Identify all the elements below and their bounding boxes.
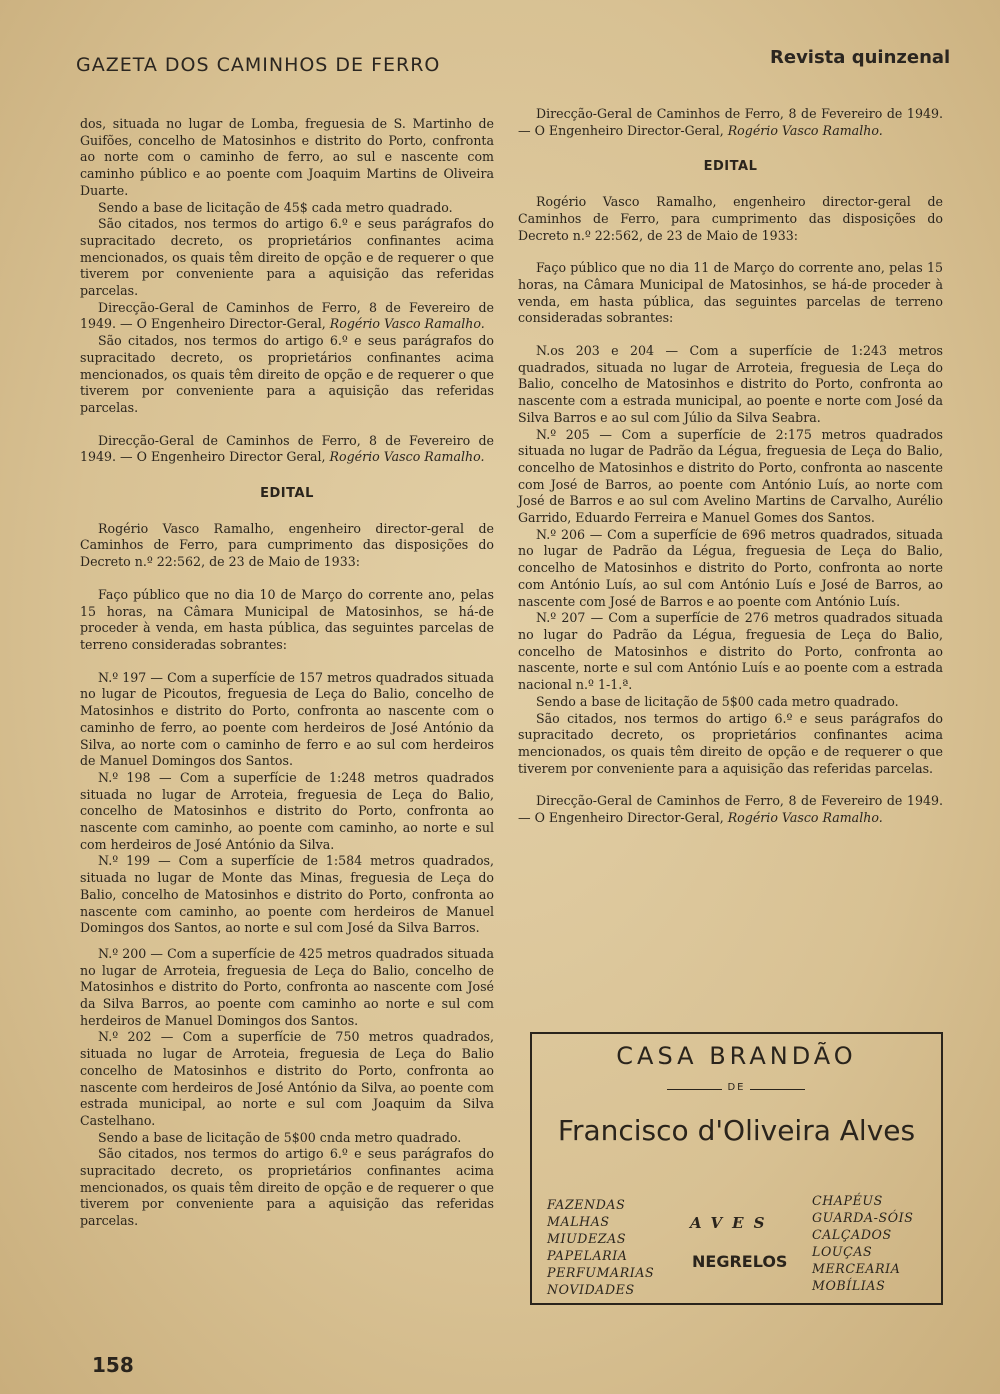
ad-right-item: MERCEARIA (812, 1261, 901, 1276)
journal-title: GAZETA DOS CAMINHOS DE FERRO (76, 54, 441, 76)
signature-name: Rogério Vasco Ramalho. (727, 810, 883, 826)
lot-paragraph: N.º 202 — Com a superfície de 750 metros quadrados, situada no lugar de Arroteia, freguesia de Leça do Balio concelho de Matosinhos e distrito do Porto, confronta ao nascente com herdeiros de José António da Silva, ao poente com estrada municipal, ao norte e sul com Joaquim da Silva Castelhano. (80, 1029, 494, 1128)
ad-right-item: CHAPÉUS (812, 1193, 883, 1208)
ad-rule-right (750, 1089, 805, 1090)
paragraph: Faço público que no dia 11 de Março do corrente ano, pelas 15 horas, na Câmara Municipal de Matosinhos, se há-de proceder à venda, em hasta pública, das seguintes parcelas de terreno consideradas sobrantes: (518, 260, 943, 326)
lot-paragraph: N.º 205 — Com a superfície de 2:175 metros quadrados situada no lugar de Padrão da Légua, freguesia de Leça do Balio, concelho de Matosinhos e distrito do Porto, confronta ao nascente com José de Barros, ao poente com António Luís, ao norte com José de Barros e ao sul com Avelino Martins de Carvalho, Aurélio Garrido, Eduardo Ferreira e Manuel Gomes dos Santos. (518, 426, 943, 526)
ad-negrelos: NEGRELOS (692, 1252, 788, 1271)
signature-paragraph (80, 433, 494, 466)
signature-text: Direcção-Geral de Caminhos de Ferro, 8 de Fevereiro de 1949. — O Engenheiro Director-Geral, (80, 299, 494, 332)
signature-text: Direcção-Geral de Caminhos de Ferro, 8 de Fevereiro de 1949. — O Engenheiro Director-Geral, (518, 106, 943, 138)
ad-left-list (547, 1196, 654, 1298)
lot-paragraph: N.º 207 — Com a superfície de 276 metros quadrados situada no lugar do Padrão da Légua, freguesia de Leça do Balio, concelho de Matosinhos e distrito do Porto, confronta ao nascente, norte e sul com António Luís e ao poente com a estrada nacional n.º 1-1.ª. (518, 610, 943, 693)
signature-text: Direcção-Geral de Caminhos de Ferro, 8 de Fevereiro de 1949. — O Engenheiro Director-Geral, (518, 793, 943, 826)
paragraph: São citados, nos termos do artigo 6.º e seus parágrafos do supracitado decreto, os proprietários confinantes acima mencionados, os quais têm direito de opção e de requerer o que tiverem por conveniente para a aquisição das referidas parcelas. (80, 216, 494, 299)
ad-de: DE (727, 1082, 746, 1093)
ad-left-item: PERFUMARIAS (547, 1265, 655, 1280)
paragraph: Sendo a base de licitação de 5$00 cnda metro quadrado. (98, 1129, 462, 1145)
page-number: 158 (92, 1353, 134, 1377)
paragraph: São citados, nos termos do artigo 6.º e seus parágrafos do supracitado decreto, os proprietários confinantes acima mencionados, os quais têm direito de opção e de requerer o que tiverem por conveniente para a aquisição das referidas parcelas. (518, 710, 943, 776)
ad-left-item: PAPELARIA (547, 1248, 628, 1263)
paragraph: Rogério Vasco Ramalho, engenheiro director-geral de Caminhos de Ferro, para cumprimento das disposições do Decreto n.º 22:562, de 23 de Maio de 1933: (80, 520, 494, 570)
section-heading: EDITAL (703, 159, 758, 175)
ad-left-item: MIUDEZAS (547, 1231, 627, 1246)
signature-paragraph (518, 106, 943, 139)
ad-right-item: CALÇADOS (812, 1227, 892, 1242)
section-heading: EDITAL (260, 486, 314, 502)
signature-paragraph (518, 793, 943, 826)
lot-paragraph: N.º 200 — Com a superfície de 425 metros quadrados situada no lugar de Arroteia, freguesia de Leça do Balio, concelho de Matosinhos e distrito do Porto, confronta ao nascente com José da Silva Barros, ao poente com caminho ao norte e sul com herdeiros de Manuel Domingos dos Santos. (80, 945, 494, 1028)
left-column (80, 116, 494, 1230)
lot-paragraph: N.º 197 — Com a superfície de 157 metros quadrados situada no lugar de Picoutos, freguesia de Leça do Balio, concelho de Matosinhos e distrito do Porto, confronta ao nascente com o caminho de ferro, ao poente com herdeiros de José António da Silva, ao norte com o caminho de ferro e ao sul com herdeiros de Manuel Domingos dos Santos. (80, 669, 494, 769)
signature-name: Rogério Vasco Ramalho. (329, 449, 485, 465)
ad-title: CASA BRANDÃO (616, 1042, 857, 1070)
ad-left-item: NOVIDADES (547, 1282, 635, 1297)
signature-name: Rogério Vasco Ramalho. (727, 122, 883, 138)
lot-paragraph: N.º 198 — Com a superfície de 1:248 metros quadrados situada no lugar de Arroteia, freguesia de Leça do Balio, concelho de Matosinhos e distrito do Porto, confronta ao nascente com caminho, ao poente com caminho, ao norte e sul com herdeiros de José António da Silva. (80, 769, 494, 852)
signature-name: Rogério Vasco Ramalho. (329, 316, 485, 332)
ad-left-item: MALHAS (547, 1214, 610, 1229)
lot-paragraph: N.os 203 e 204 — Com a superfície de 1:243 metros quadrados, situada no lugar de Arroteia, freguesia de Leça do Balio, concelho de Matosinhos e distrito do Porto, confronta ao nascente com a estrada municipal, ao poente e norte com José da Silva Barros e ao sul com Júlio da Silva Seabra. (518, 343, 943, 425)
journal-subtitle: Revista quinzenal (770, 47, 951, 68)
signature-paragraph (80, 300, 494, 333)
paragraph: Rogério Vasco Ramalho, engenheiro director-geral de Caminhos de Ferro, para cumprimento das disposições do Decreto n.º 22:562, de 23 de Maio de 1933: (518, 194, 943, 243)
ad-right-item: LOUÇAS (812, 1244, 873, 1259)
ad-right-item: GUARDA-SÓIS (812, 1210, 914, 1225)
lot-paragraph: N.º 206 — Com a superfície de 696 metros quadrados, situada no lugar de Padrão da Légua, freguesia de Leça do Balio, concelho de Matosinhos e distrito do Porto, confronta ao norte com António Luís, ao sul com António Luís e José de Barros, ao nascente com José de Barros e ao poente com António Luís. (518, 526, 943, 609)
ad-right-item: MOBÍLIAS (812, 1278, 886, 1293)
paragraph: São citados, nos termos do artigo 6.º e seus parágrafos do supracitado decreto, os proprietários confinantes acima mencionados, os quais têm direito de opção e de requerer o que tiverem por conveniente para a aquisição das referidas parcelas. (80, 1146, 494, 1229)
lot-paragraph: N.º 199 — Com a superfície de 1:584 metros quadrados, situada no lugar de Monte das Minas, freguesia de Leça do Balio, concelho de Matosinhos e distrito do Porto, confronta ao nascente com caminho, ao poente com herdeiros de Manuel Domingos dos Santos, ao norte e sul com José da Silva Barros. (80, 853, 494, 936)
ad-aves: AVES (690, 1214, 775, 1232)
advertisement-box (530, 1032, 943, 1305)
paragraph: São citados, nos termos do artigo 6.º e seus parágrafos do supracitado decreto, os proprietários confinantes acima mencionados, os quais têm direito de opção e de requerer o que tiverem por conveniente para a aquisição das referidas parcelas. (80, 333, 494, 415)
ad-right-list (812, 1192, 913, 1294)
ad-left-item: FAZENDAS (547, 1197, 626, 1212)
paragraph: Sendo a base de licitação de 5$00 cada metro quadrado. (536, 693, 899, 709)
paragraph: Sendo a base de licitação de 45$ cada metro quadrado. (98, 199, 453, 215)
right-column (518, 106, 943, 827)
paragraph: dos, situada no lugar de Lomba, freguesia de S. Martinho de Guifões, concelho de Matosinhos e distrito do Porto, confronta ao norte com o caminho de ferro, ao sul e nascente com caminho público e ao poente com Joaquim Martins de Oliveira Duarte. (80, 116, 494, 198)
signature-text: Direcção-Geral de Caminhos de Ferro, 8 de Fevereiro de 1949. — O Engenheiro Director Geral, (80, 432, 494, 465)
ad-proprietor-name: Francisco d'Oliveira Alves (557, 1114, 916, 1147)
paragraph: Faço público que no dia 10 de Março do corrente ano, pelas 15 horas, na Câmara Municipal de Matosinhos, se há-de proceder à venda, em hasta pública, das seguintes parcelas de terreno consideradas sobrantes: (80, 586, 494, 652)
